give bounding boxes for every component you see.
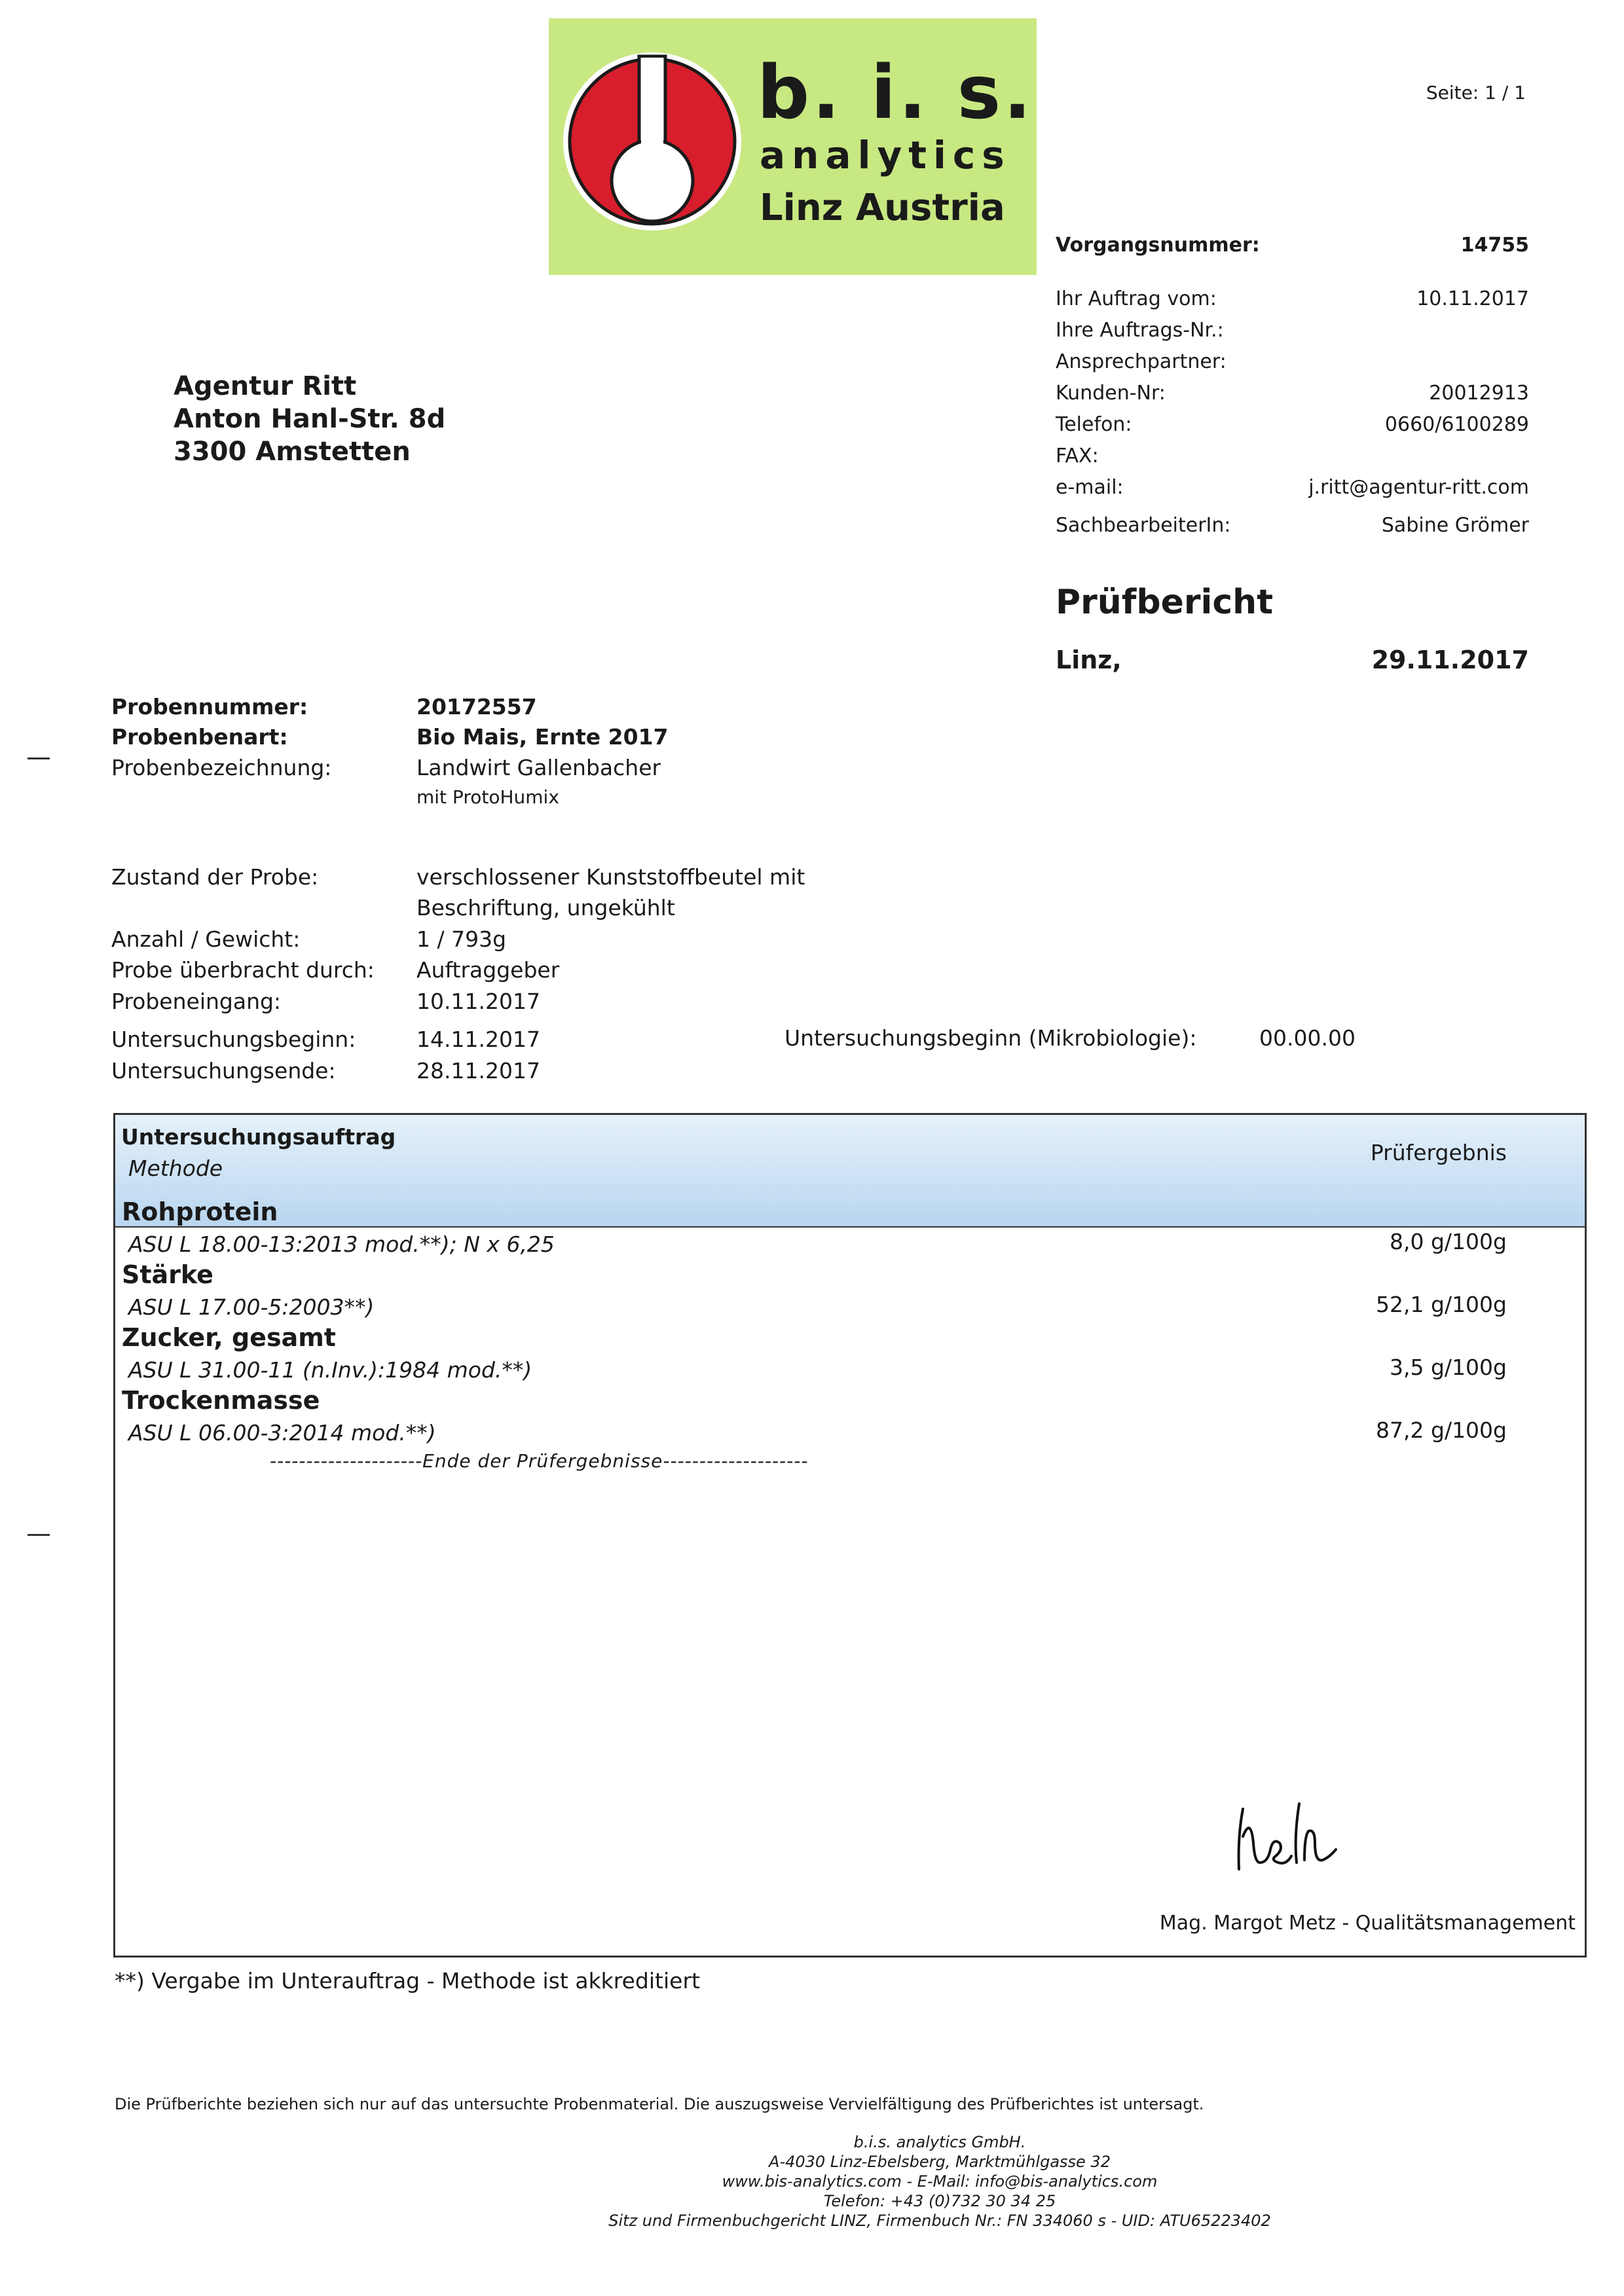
result-value: 87,2 g/100g	[1376, 1417, 1507, 1443]
order-date-label: Ihr Auftrag vom:	[1056, 287, 1217, 310]
logo-location: Linz Austria	[760, 187, 1005, 229]
analysis-start-label: Untersuchungsbeginn:	[111, 1027, 356, 1052]
report-date: 29.11.2017	[1371, 646, 1529, 674]
process-number-value: 14755	[1460, 234, 1529, 257]
sample-designation-value: Landwirt Gallenbacher	[416, 755, 661, 780]
result-value: 8,0 g/100g	[1390, 1229, 1507, 1254]
sample-number-value: 20172557	[416, 694, 537, 720]
header-order: Untersuchungsauftrag	[121, 1124, 396, 1150]
logo-flask-icon	[561, 50, 744, 233]
analysis-end-label: Untersuchungsende:	[111, 1058, 336, 1084]
logo-name: b. i. s.	[757, 50, 1034, 136]
sample-delivered-value: Auftraggeber	[416, 957, 560, 983]
footer-company: b.i.s. analytics GmbH.	[853, 2133, 1026, 2151]
result-name: Rohprotein	[122, 1197, 278, 1226]
sample-designation-sub: mit ProtoHumix	[416, 786, 559, 808]
sample-received-value: 10.11.2017	[416, 989, 540, 1014]
customer-number-value: 20012913	[1429, 382, 1529, 405]
result-value: 52,1 g/100g	[1376, 1292, 1507, 1317]
footer-address: A-4030 Linz-Ebelsberg, Marktmühlgasse 32	[769, 2153, 1111, 2171]
signature-image	[1231, 1797, 1362, 1882]
analysis-start-value: 14.11.2017	[416, 1027, 540, 1052]
sample-count-value: 1 / 793g	[416, 926, 507, 952]
logo-subtitle: analytics	[760, 133, 1011, 177]
clerk-label: SachbearbeiterIn:	[1056, 514, 1231, 537]
result-value: 3,5 g/100g	[1390, 1355, 1507, 1380]
customer-number-label: Kunden-Nr:	[1056, 382, 1166, 405]
report-title: Prüfbericht	[1056, 583, 1274, 622]
header-method: Methode	[128, 1156, 223, 1181]
phone-label: Telefon:	[1056, 413, 1132, 436]
fold-mark	[28, 1534, 50, 1536]
results-header	[115, 1115, 1585, 1228]
order-date-value: 10.11.2017	[1416, 287, 1529, 310]
results-table	[113, 1113, 1587, 1958]
result-name: Stärke	[122, 1260, 213, 1289]
fax-label: FAX:	[1056, 445, 1099, 467]
result-method: ASU L 17.00-5:2003**)	[128, 1294, 375, 1320]
address-line-3: 3300 Amstetten	[174, 437, 411, 467]
sample-designation-label: Probenbezeichnung:	[111, 755, 332, 780]
fold-mark	[28, 757, 50, 759]
order-number-label: Ihre Auftrags-Nr.:	[1056, 319, 1224, 342]
process-number-label: Vorgangsnummer:	[1056, 234, 1260, 257]
phone-value: 0660/6100289	[1384, 413, 1529, 436]
sample-number-label: Probennummer:	[111, 694, 308, 720]
clerk-value: Sabine Grömer	[1381, 514, 1529, 537]
sample-condition-line-2: Beschriftung, ungekühlt	[416, 895, 675, 920]
sample-count-label: Anzahl / Gewicht:	[111, 926, 301, 952]
result-method: ASU L 18.00-13:2013 mod.**); N x 6,25	[128, 1231, 555, 1257]
footer-registry: Sitz und Firmenbuchgericht LINZ, Firmenbuch Nr.: FN 334060 s - UID: ATU65223402	[608, 2212, 1271, 2230]
result-method: ASU L 31.00-11 (n.Inv.):1984 mod.**)	[128, 1357, 532, 1383]
email-value: j.ritt@agentur-ritt.com	[1308, 476, 1529, 499]
result-method: ASU L 06.00-3:2014 mod.**)	[128, 1420, 436, 1446]
result-name: Trockenmasse	[122, 1386, 320, 1415]
footer-phone: Telefon: +43 (0)732 30 34 25	[823, 2192, 1056, 2210]
results-end-line: ---------------------Ende der Prüfergebnisse--------------------	[270, 1450, 809, 1472]
signatory-name: Mag. Margot Metz - Qualitätsmanagement	[1159, 1912, 1576, 1935]
header-result: Prüfergebnis	[1370, 1140, 1507, 1165]
sample-type-value: Bio Mais, Ernte 2017	[416, 724, 669, 750]
micro-start-value: 00.00.00	[1259, 1025, 1356, 1051]
contact-person-label: Ansprechpartner:	[1056, 350, 1227, 373]
email-label: e-mail:	[1056, 476, 1124, 499]
sample-type-label: Probenbenart:	[111, 724, 288, 750]
page-number: Seite: 1 / 1	[1426, 82, 1526, 103]
address-line-1: Agentur Ritt	[174, 371, 357, 401]
sample-condition-line-1: verschlossener Kunststoffbeutel mit	[416, 864, 805, 890]
footnote: **) Vergabe im Unterauftrag - Methode ist akkreditiert	[115, 1968, 700, 1994]
address-line-2: Anton Hanl-Str. 8d	[174, 404, 446, 434]
micro-start-label: Untersuchungsbeginn (Mikrobiologie):	[784, 1025, 1197, 1051]
company-logo	[549, 18, 1037, 275]
sample-condition-label: Zustand der Probe:	[111, 864, 319, 890]
sample-delivered-label: Probe überbracht durch:	[111, 957, 375, 983]
report-place: Linz,	[1056, 646, 1122, 674]
footer-web: www.bis-analytics.com - E-Mail: info@bis-analytics.com	[722, 2172, 1158, 2191]
disclaimer: Die Prüfberichte beziehen sich nur auf das untersuchte Probenmaterial. Die auszugsweise Vervielfältigung des Prüfberichtes ist untersagt.	[115, 2095, 1204, 2113]
analysis-end-value: 28.11.2017	[416, 1058, 540, 1084]
sample-received-label: Probeneingang:	[111, 989, 282, 1014]
result-name: Zucker, gesamt	[122, 1323, 336, 1352]
